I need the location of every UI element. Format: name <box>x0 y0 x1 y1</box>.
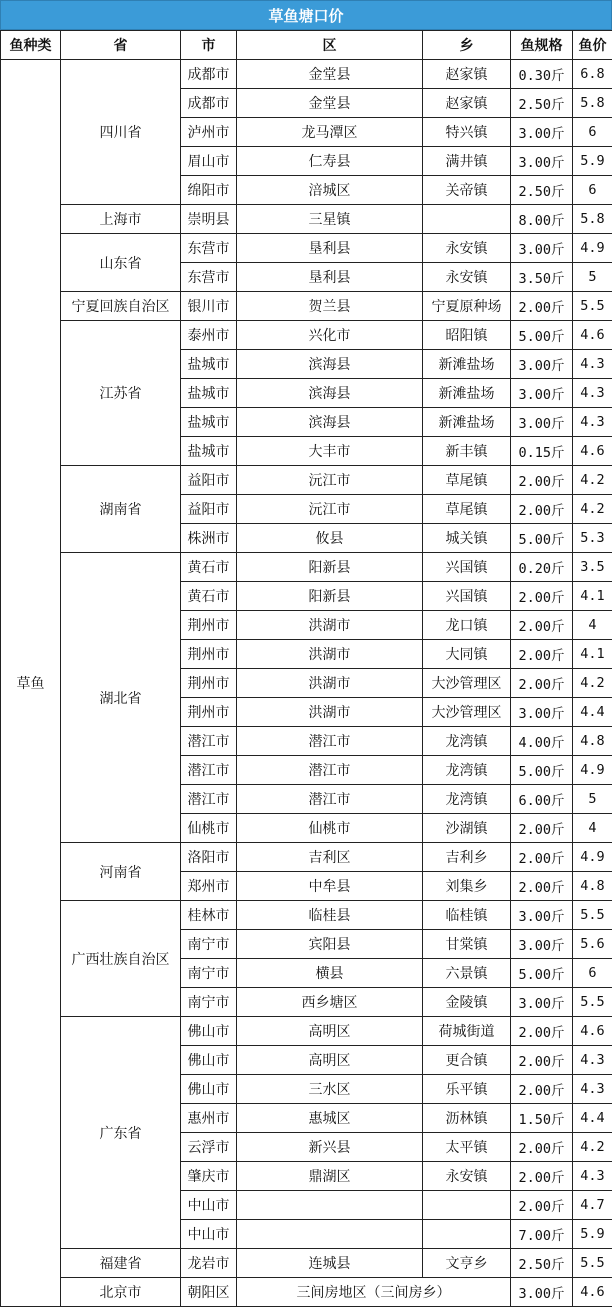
species-cell: 草鱼 <box>1 60 61 1307</box>
district-cell: 三间房地区（三间房乡） <box>237 1278 511 1307</box>
town-cell: 甘棠镇 <box>423 930 511 959</box>
district-cell: 金堂县 <box>237 60 423 89</box>
price-cell: 5 <box>573 263 612 292</box>
district-cell: 高明区 <box>237 1017 423 1046</box>
province-cell: 上海市 <box>61 205 181 234</box>
district-cell: 洪湖市 <box>237 698 423 727</box>
price-cell: 5.8 <box>573 89 612 118</box>
price-cell: 4.6 <box>573 321 612 350</box>
size-cell: 5.00斤 <box>511 321 573 350</box>
price-cell: 4.9 <box>573 234 612 263</box>
town-cell: 兴国镇 <box>423 582 511 611</box>
province-cell: 江苏省 <box>61 321 181 466</box>
city-cell: 肇庆市 <box>181 1162 237 1191</box>
town-cell <box>423 205 511 234</box>
size-cell: 2.00斤 <box>511 640 573 669</box>
city-cell: 成都市 <box>181 89 237 118</box>
city-cell: 东营市 <box>181 234 237 263</box>
city-cell: 佛山市 <box>181 1075 237 1104</box>
size-cell: 3.00斤 <box>511 988 573 1017</box>
header-row <box>1 31 612 60</box>
district-cell: 贺兰县 <box>237 292 423 321</box>
table-row <box>1 292 612 321</box>
town-cell: 龙湾镇 <box>423 756 511 785</box>
price-cell: 4.6 <box>573 437 612 466</box>
district-cell: 阳新县 <box>237 582 423 611</box>
district-cell: 沅江市 <box>237 466 423 495</box>
price-cell: 4.6 <box>573 1278 612 1307</box>
city-cell: 佛山市 <box>181 1046 237 1075</box>
table-row <box>1 1017 612 1046</box>
price-cell: 4.1 <box>573 582 612 611</box>
table-row <box>1 843 612 872</box>
table-title: 草鱼塘口价 <box>0 0 612 30</box>
price-cell: 6 <box>573 959 612 988</box>
size-cell: 2.00斤 <box>511 669 573 698</box>
city-cell: 黄石市 <box>181 582 237 611</box>
town-cell: 沙湖镇 <box>423 814 511 843</box>
town-cell: 大沙管理区 <box>423 698 511 727</box>
town-cell: 荷城街道 <box>423 1017 511 1046</box>
table-row <box>1 321 612 350</box>
size-cell: 2.00斤 <box>511 292 573 321</box>
size-cell: 3.00斤 <box>511 350 573 379</box>
district-cell: 潜江市 <box>237 727 423 756</box>
size-cell: 2.00斤 <box>511 611 573 640</box>
city-cell: 益阳市 <box>181 495 237 524</box>
price-cell: 4.3 <box>573 408 612 437</box>
header-price: 鱼价 <box>573 31 612 60</box>
size-cell: 5.00斤 <box>511 959 573 988</box>
district-cell: 兴化市 <box>237 321 423 350</box>
city-cell: 盐城市 <box>181 408 237 437</box>
city-cell: 株洲市 <box>181 524 237 553</box>
size-cell: 2.00斤 <box>511 1075 573 1104</box>
price-cell: 4.4 <box>573 1104 612 1133</box>
province-cell: 福建省 <box>61 1249 181 1278</box>
size-cell: 3.00斤 <box>511 1278 573 1307</box>
province-cell: 四川省 <box>61 60 181 205</box>
size-cell: 7.00斤 <box>511 1220 573 1249</box>
town-cell: 更合镇 <box>423 1046 511 1075</box>
price-cell: 4.9 <box>573 756 612 785</box>
size-cell: 0.15斤 <box>511 437 573 466</box>
district-cell: 连城县 <box>237 1249 423 1278</box>
price-cell: 4 <box>573 814 612 843</box>
size-cell: 2.00斤 <box>511 814 573 843</box>
town-cell: 新滩盐场 <box>423 379 511 408</box>
price-cell: 5.8 <box>573 205 612 234</box>
district-cell: 洪湖市 <box>237 611 423 640</box>
district-cell: 宾阳县 <box>237 930 423 959</box>
price-cell: 4.3 <box>573 1162 612 1191</box>
price-cell: 5.9 <box>573 1220 612 1249</box>
price-cell: 5.5 <box>573 988 612 1017</box>
size-cell: 5.00斤 <box>511 756 573 785</box>
district-cell: 洪湖市 <box>237 669 423 698</box>
district-cell: 洪湖市 <box>237 640 423 669</box>
town-cell: 乐平镇 <box>423 1075 511 1104</box>
price-cell: 4.3 <box>573 1046 612 1075</box>
province-cell: 广东省 <box>61 1017 181 1249</box>
district-cell: 攸县 <box>237 524 423 553</box>
price-cell: 4.2 <box>573 1133 612 1162</box>
price-cell: 6 <box>573 118 612 147</box>
district-cell <box>237 1191 423 1220</box>
size-cell: 3.00斤 <box>511 698 573 727</box>
city-cell: 惠州市 <box>181 1104 237 1133</box>
city-cell: 荆州市 <box>181 611 237 640</box>
size-cell: 3.00斤 <box>511 147 573 176</box>
city-cell: 东营市 <box>181 263 237 292</box>
city-cell: 仙桃市 <box>181 814 237 843</box>
city-cell: 盐城市 <box>181 437 237 466</box>
table-row <box>1 466 612 495</box>
size-cell: 6.00斤 <box>511 785 573 814</box>
table-row <box>1 1249 612 1278</box>
district-cell: 潜江市 <box>237 785 423 814</box>
size-cell: 3.50斤 <box>511 263 573 292</box>
size-cell: 2.00斤 <box>511 1133 573 1162</box>
price-cell: 6.8 <box>573 60 612 89</box>
district-cell: 仙桃市 <box>237 814 423 843</box>
city-cell: 荆州市 <box>181 698 237 727</box>
town-cell: 新丰镇 <box>423 437 511 466</box>
province-cell: 河南省 <box>61 843 181 901</box>
size-cell: 2.00斤 <box>511 1017 573 1046</box>
district-cell: 垦利县 <box>237 234 423 263</box>
district-cell: 鼎湖区 <box>237 1162 423 1191</box>
town-cell: 龙湾镇 <box>423 785 511 814</box>
price-cell: 4.3 <box>573 379 612 408</box>
town-cell: 沥林镇 <box>423 1104 511 1133</box>
town-cell: 永安镇 <box>423 234 511 263</box>
province-cell: 广西壮族自治区 <box>61 901 181 1017</box>
price-cell: 4.9 <box>573 843 612 872</box>
town-cell: 大同镇 <box>423 640 511 669</box>
town-cell: 永安镇 <box>423 1162 511 1191</box>
size-cell: 8.00斤 <box>511 205 573 234</box>
city-cell: 郑州市 <box>181 872 237 901</box>
city-cell: 黄石市 <box>181 553 237 582</box>
city-cell: 盐城市 <box>181 350 237 379</box>
size-cell: 1.50斤 <box>511 1104 573 1133</box>
district-cell: 龙马潭区 <box>237 118 423 147</box>
town-cell: 龙湾镇 <box>423 727 511 756</box>
province-cell: 宁夏回族自治区 <box>61 292 181 321</box>
district-cell: 大丰市 <box>237 437 423 466</box>
district-cell: 垦利县 <box>237 263 423 292</box>
town-cell: 吉利乡 <box>423 843 511 872</box>
city-cell: 泰州市 <box>181 321 237 350</box>
size-cell: 2.00斤 <box>511 872 573 901</box>
table-row <box>1 234 612 263</box>
size-cell: 3.00斤 <box>511 930 573 959</box>
city-cell: 朝阳区 <box>181 1278 237 1307</box>
district-cell <box>237 1220 423 1249</box>
city-cell: 桂林市 <box>181 901 237 930</box>
size-cell: 2.50斤 <box>511 176 573 205</box>
town-cell: 草尾镇 <box>423 495 511 524</box>
size-cell: 0.30斤 <box>511 60 573 89</box>
district-cell: 三星镇 <box>237 205 423 234</box>
city-cell: 潜江市 <box>181 727 237 756</box>
town-cell: 特兴镇 <box>423 118 511 147</box>
header-province: 省 <box>61 31 181 60</box>
district-cell: 潜江市 <box>237 756 423 785</box>
size-cell: 3.00斤 <box>511 118 573 147</box>
town-cell: 新滩盐场 <box>423 350 511 379</box>
price-cell: 3.5 <box>573 553 612 582</box>
price-cell: 4.2 <box>573 466 612 495</box>
town-cell: 宁夏原种场 <box>423 292 511 321</box>
district-cell: 涪城区 <box>237 176 423 205</box>
town-cell: 赵家镇 <box>423 89 511 118</box>
town-cell: 金陵镇 <box>423 988 511 1017</box>
city-cell: 中山市 <box>181 1220 237 1249</box>
city-cell: 眉山市 <box>181 147 237 176</box>
city-cell: 银川市 <box>181 292 237 321</box>
district-cell: 金堂县 <box>237 89 423 118</box>
town-cell: 满井镇 <box>423 147 511 176</box>
price-cell: 4.2 <box>573 669 612 698</box>
district-cell: 仁寿县 <box>237 147 423 176</box>
city-cell: 绵阳市 <box>181 176 237 205</box>
town-cell: 新滩盐场 <box>423 408 511 437</box>
price-cell: 5.5 <box>573 1249 612 1278</box>
price-cell: 4.3 <box>573 350 612 379</box>
price-cell: 5.6 <box>573 930 612 959</box>
city-cell: 益阳市 <box>181 466 237 495</box>
district-cell: 中牟县 <box>237 872 423 901</box>
city-cell: 南宁市 <box>181 930 237 959</box>
town-cell: 六景镇 <box>423 959 511 988</box>
town-cell: 临桂镇 <box>423 901 511 930</box>
town-cell: 永安镇 <box>423 263 511 292</box>
price-cell: 4.1 <box>573 640 612 669</box>
price-cell: 4.4 <box>573 698 612 727</box>
size-cell: 3.00斤 <box>511 408 573 437</box>
city-cell: 云浮市 <box>181 1133 237 1162</box>
district-cell: 临桂县 <box>237 901 423 930</box>
district-cell: 滨海县 <box>237 350 423 379</box>
province-cell: 湖南省 <box>61 466 181 553</box>
header-district: 区 <box>237 31 423 60</box>
district-cell: 惠城区 <box>237 1104 423 1133</box>
city-cell: 泸州市 <box>181 118 237 147</box>
town-cell: 刘集乡 <box>423 872 511 901</box>
district-cell: 滨海县 <box>237 379 423 408</box>
district-cell: 高明区 <box>237 1046 423 1075</box>
price-cell: 5 <box>573 785 612 814</box>
city-cell: 成都市 <box>181 60 237 89</box>
table-row <box>1 1278 612 1307</box>
district-cell: 沅江市 <box>237 495 423 524</box>
price-cell: 5.9 <box>573 147 612 176</box>
size-cell: 0.20斤 <box>511 553 573 582</box>
size-cell: 2.00斤 <box>511 843 573 872</box>
city-cell: 南宁市 <box>181 959 237 988</box>
town-cell <box>423 1191 511 1220</box>
city-cell: 潜江市 <box>181 785 237 814</box>
price-cell: 5.5 <box>573 292 612 321</box>
town-cell: 龙口镇 <box>423 611 511 640</box>
province-cell: 湖北省 <box>61 553 181 843</box>
price-cell: 4.2 <box>573 495 612 524</box>
city-cell: 中山市 <box>181 1191 237 1220</box>
city-cell: 洛阳市 <box>181 843 237 872</box>
town-cell: 大沙管理区 <box>423 669 511 698</box>
town-cell: 赵家镇 <box>423 60 511 89</box>
price-cell: 4.3 <box>573 1075 612 1104</box>
town-cell: 文亨乡 <box>423 1249 511 1278</box>
province-cell: 北京市 <box>61 1278 181 1307</box>
district-cell: 三水区 <box>237 1075 423 1104</box>
district-cell: 横县 <box>237 959 423 988</box>
size-cell: 2.50斤 <box>511 89 573 118</box>
price-cell: 4.8 <box>573 727 612 756</box>
town-cell: 草尾镇 <box>423 466 511 495</box>
price-cell: 5.5 <box>573 901 612 930</box>
size-cell: 4.00斤 <box>511 727 573 756</box>
table-row <box>1 205 612 234</box>
size-cell: 2.00斤 <box>511 582 573 611</box>
district-cell: 阳新县 <box>237 553 423 582</box>
city-cell: 南宁市 <box>181 988 237 1017</box>
size-cell: 3.00斤 <box>511 379 573 408</box>
city-cell: 龙岩市 <box>181 1249 237 1278</box>
table-row <box>1 901 612 930</box>
price-cell: 4.6 <box>573 1017 612 1046</box>
price-table <box>0 30 612 1307</box>
town-cell: 太平镇 <box>423 1133 511 1162</box>
city-cell: 佛山市 <box>181 1017 237 1046</box>
city-cell: 荆州市 <box>181 640 237 669</box>
town-cell: 城关镇 <box>423 524 511 553</box>
size-cell: 2.00斤 <box>511 466 573 495</box>
city-cell: 崇明县 <box>181 205 237 234</box>
size-cell: 2.00斤 <box>511 495 573 524</box>
size-cell: 3.00斤 <box>511 234 573 263</box>
town-cell: 昭阳镇 <box>423 321 511 350</box>
price-cell: 4.8 <box>573 872 612 901</box>
size-cell: 2.00斤 <box>511 1191 573 1220</box>
table-row <box>1 60 612 89</box>
district-cell: 西乡塘区 <box>237 988 423 1017</box>
size-cell: 5.00斤 <box>511 524 573 553</box>
city-cell: 盐城市 <box>181 379 237 408</box>
size-cell: 2.00斤 <box>511 1046 573 1075</box>
district-cell: 吉利区 <box>237 843 423 872</box>
price-cell: 5.3 <box>573 524 612 553</box>
town-cell <box>423 1220 511 1249</box>
price-cell: 4.7 <box>573 1191 612 1220</box>
city-cell: 潜江市 <box>181 756 237 785</box>
city-cell: 荆州市 <box>181 669 237 698</box>
header-size: 鱼规格 <box>511 31 573 60</box>
town-cell: 兴国镇 <box>423 553 511 582</box>
table-body <box>1 60 612 1307</box>
province-cell: 山东省 <box>61 234 181 292</box>
header-town: 乡 <box>423 31 511 60</box>
header-city: 市 <box>181 31 237 60</box>
size-cell: 2.50斤 <box>511 1249 573 1278</box>
table-row <box>1 553 612 582</box>
district-cell: 滨海县 <box>237 408 423 437</box>
header-species: 鱼种类 <box>1 31 61 60</box>
size-cell: 3.00斤 <box>511 901 573 930</box>
town-cell: 关帝镇 <box>423 176 511 205</box>
district-cell: 新兴县 <box>237 1133 423 1162</box>
price-cell: 6 <box>573 176 612 205</box>
price-cell: 4 <box>573 611 612 640</box>
size-cell: 2.00斤 <box>511 1162 573 1191</box>
